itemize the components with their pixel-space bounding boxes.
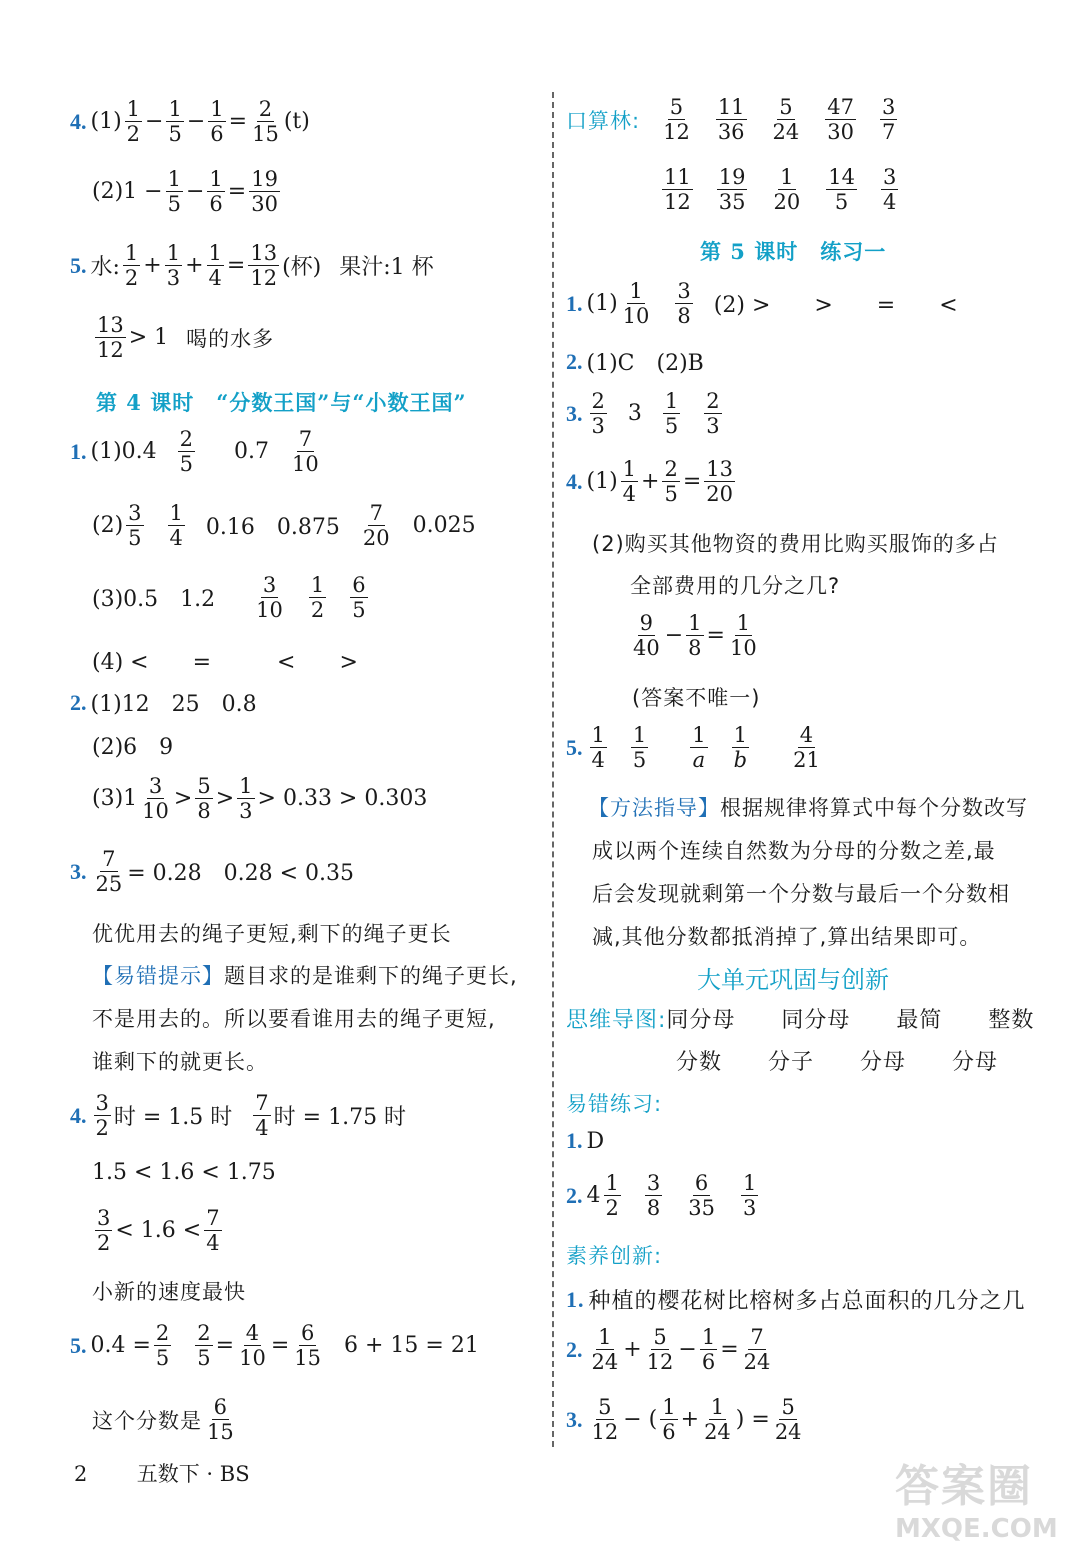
yicuo-label: 易错练习:	[566, 1092, 663, 1116]
p5-method1: 【方法指导】 根据规律将算式中每个分数改写	[588, 796, 1028, 820]
p5-method2: 成以两个连续自然数为分母的分数之差,最	[592, 839, 996, 863]
p2-line: 2. (1)C (2)B	[566, 348, 704, 376]
column-divider	[552, 92, 554, 1447]
p4-question: (2)购买其他物资的费用比购买服饰的多占	[592, 532, 999, 556]
s1-part3: (3)0.5 1.2 3 10 1 2 6 5	[92, 573, 366, 623]
s3-eq: 3. $\frac{7}{25}$ = 0.28 0.28 < 0.35	[70, 847, 355, 897]
s3-answer: 优优用去的绳子更短,剩下的绳子更长	[92, 922, 452, 946]
mindmap-row1: 思维导图: 同分母 同分母 最简 整数	[566, 1008, 1035, 1033]
p5-line: 5. 1 4 1 5 1 a 1 b 4 21	[566, 723, 820, 773]
s2-part1: 2. (1)12 25 0.8	[70, 689, 257, 717]
kousuan-row2: 11 12 19 35 1 20 14 5 3 4	[664, 165, 897, 215]
s3-tip3: 谁剩下的就更长。	[92, 1050, 268, 1074]
p4-note: (答案不唯一)	[632, 686, 761, 710]
watermark-url: MXQE.COM	[895, 1514, 1058, 1544]
s3-tip1: 【易错提示】 题目求的是谁剩下的绳子更长,	[92, 964, 518, 988]
s4-answer: 小新的速度最快	[92, 1280, 246, 1304]
s4-line2: 1.5 < 1.6 < 1.75	[92, 1160, 276, 1185]
s5-line1: 5. 0.4 = $\frac{2}{5}$ 2 5 = 4 10 = 6 15 6 + 15 = 21	[70, 1321, 479, 1371]
q5-line2: 13 12 > 1 喝的水多	[97, 313, 275, 363]
p3-line: 3. 2 3 3 1 5 2 3	[566, 389, 720, 439]
s4-line1: 4. 3 2 时 = 1.5 时 7 4 时 = 1.75 时	[70, 1091, 407, 1141]
p5-method3: 后会发现就剩第一个分数与最后一个分数相	[592, 882, 1010, 906]
s1-part1: 1. (1)0.4 2 5 0.7 7 10	[70, 427, 319, 477]
suyang-q3: 3. 5 12 − ( 1 6 + 1 24 ) = 5 24	[566, 1395, 802, 1445]
s4-line3: 3 2 < 1.6 < 7 4	[97, 1206, 220, 1256]
suyang-q2: 2. 1 24 + 5 12 − 1 6 = 7 24	[566, 1325, 771, 1375]
unit-title: 大单元巩固与创新	[697, 966, 889, 994]
q5-line1: 5. 水: 1 2 + 1 3 + 1 4 = 13 12 (杯) 果汁:1 杯	[70, 241, 434, 291]
lesson5-title: 第 5 课时 练习一	[700, 239, 887, 264]
s1-part4: (4) < = < >	[92, 650, 358, 675]
p5-method4: 减,其他分数都抵消掉了,算出结果即可。	[592, 925, 982, 949]
kousuan-row1: 口算林: 5 12 11 36 5 24 47 30 3 7	[566, 95, 896, 145]
mindmap-row2: 分数 分子 分母 分母	[676, 1050, 999, 1075]
s3-tip2: 不是用去的。所以要看谁用去的绳子更短,	[92, 1007, 496, 1031]
s2-part3: (3)1 3 10 > 5 8 > 1 3 > 0.33 > 0.303	[92, 774, 428, 824]
lesson4-title: 第 4 课时 “分数王国”与“小数王国”	[96, 390, 467, 415]
suyang-label: 素养创新:	[566, 1244, 663, 1268]
q4-part2: (2)1 − 1 5 − 1 6 = 19 30	[92, 167, 278, 217]
s5-line2: 这个分数是 6 15	[92, 1395, 234, 1445]
page-footer	[74, 1458, 250, 1488]
p1-line: 1. (1) 1 10 3 8 (2) > > = <	[566, 279, 958, 329]
yicuo-q1: 1. D	[566, 1128, 605, 1154]
watermark	[895, 1450, 1058, 1544]
yicuo-q2: 2. 4 1 2 3 8 6 35 1 3	[566, 1171, 757, 1221]
s1-part2: (2) 3 5 1 4 0.16 0.875 7 20 0.025	[92, 501, 476, 551]
book-label: 五数下 · BS	[136, 1462, 250, 1486]
q4-part1: 4. (1) 1 2 − 1 5 − 1 6 = 2 15 (t)	[70, 97, 310, 147]
page-number: 2	[74, 1462, 88, 1486]
watermark-text: 答案圈	[895, 1461, 1033, 1512]
p4-question2: 全部费用的几分之几?	[630, 574, 841, 598]
p4-line1: 4. (1) 1 4 + 2 5 = 13 20	[566, 457, 734, 507]
suyang-q1: 1. 种植的樱花树比榕树多占总面积的几分之几	[566, 1286, 1026, 1314]
s2-part2: (2)6 9	[92, 735, 174, 760]
p4-equation: 9 40 − 1 8 = 1 10	[633, 611, 757, 661]
